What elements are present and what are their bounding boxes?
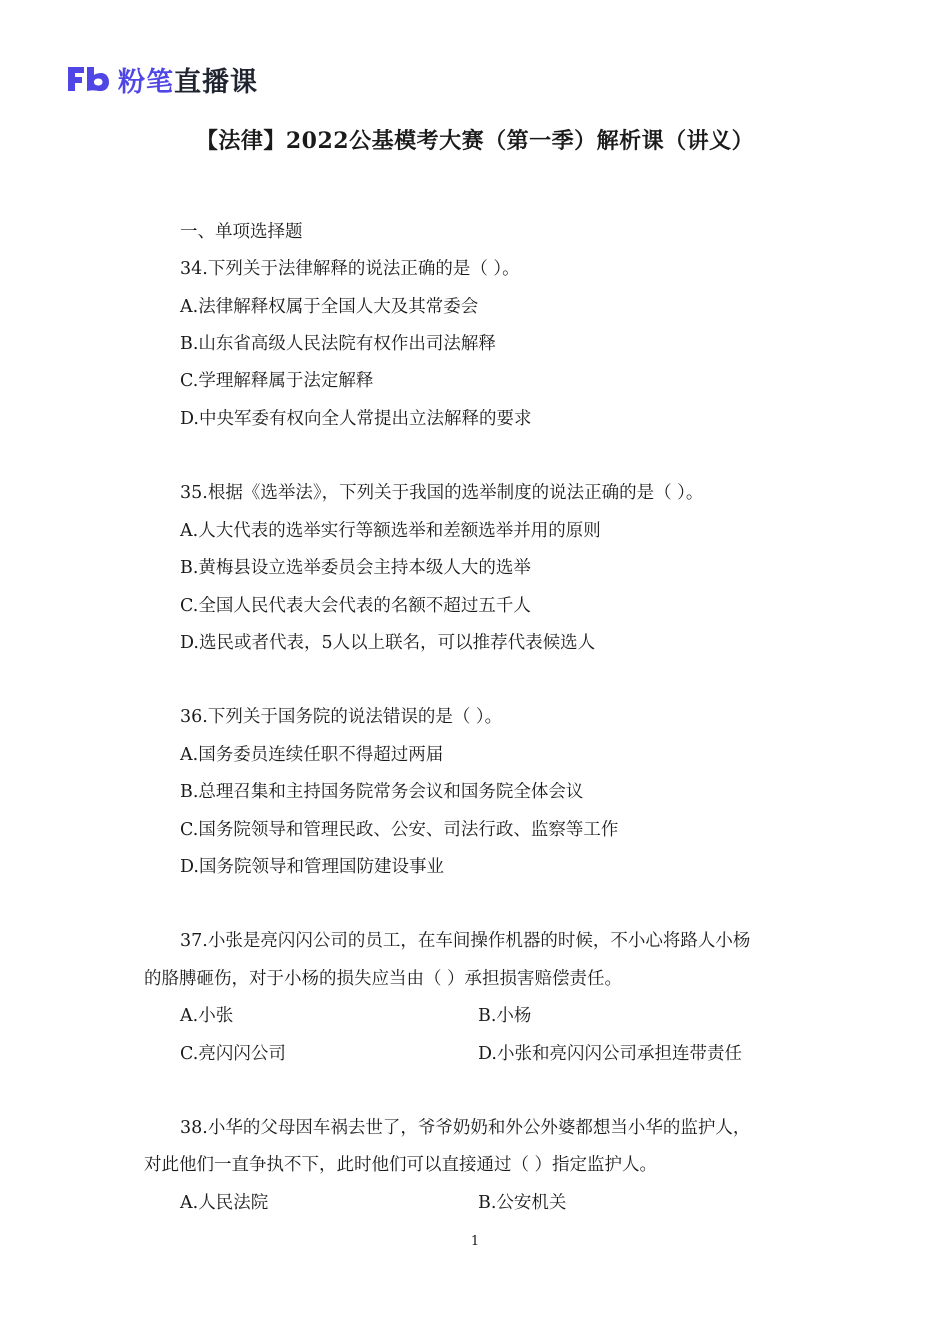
option-b: B.山东省高级人民法院有权作出司法解释	[180, 334, 496, 354]
option-a: A.法律解释权属于全国人大及其常委会	[180, 297, 479, 317]
document-title: 【法律】2022公基模考大赛（第一季）解析课（讲义）	[195, 128, 755, 154]
option-c: C.学理解释属于法定解释	[180, 371, 374, 391]
option-b: B.公安机关	[478, 1193, 567, 1213]
option-b: B.小杨	[478, 1006, 532, 1026]
page-number: 1	[470, 1234, 480, 1249]
option-c: C.亮闪闪公司	[180, 1044, 286, 1064]
question-stem: 37.小张是亮闪闪公司的员工，在车间操作机器的时候，不小心将路人小杨	[180, 931, 751, 951]
option-a: A.小张	[180, 1006, 234, 1026]
question-stem-continued: 的胳膊砸伤，对于小杨的损失应当由（ ）承担损害赔偿责任。	[144, 969, 623, 989]
option-d: D.小张和亮闪闪公司承担连带责任	[478, 1044, 742, 1064]
logo-brand-text: 粉笔	[118, 66, 174, 98]
option-d: D.国务院领导和管理国防建设事业	[180, 857, 444, 877]
option-a: A.国务委员连续任职不得超过两届	[180, 745, 444, 765]
option-d: D.中央军委有权向全人常提出立法解释的要求	[180, 409, 532, 429]
logo-suffix-text: 直播课	[174, 66, 258, 98]
fb-logo-icon	[66, 65, 110, 93]
option-a: A.人大代表的选举实行等额选举和差额选举并用的原则	[180, 521, 601, 541]
question-stem: 34.下列关于法律解释的说法正确的是（ ）。	[180, 259, 520, 279]
brand-logo	[66, 62, 258, 96]
option-a: A.人民法院	[180, 1193, 269, 1213]
question-stem: 38.小华的父母因车祸去世了，爷爷奶奶和外公外婆都想当小华的监护人，	[180, 1118, 751, 1138]
option-d: D.选民或者代表，5人以上联名，可以推荐代表候选人	[180, 633, 596, 653]
option-c: C.全国人民代表大会代表的名额不超过五千人	[180, 596, 531, 616]
option-b: B.总理召集和主持国务院常务会议和国务院全体会议	[180, 782, 584, 802]
option-c: C.国务院领导和管理民政、公安、司法行政、监察等工作	[180, 820, 619, 840]
question-stem-continued: 对此他们一直争执不下，此时他们可以直接通过（ ）指定监护人。	[144, 1155, 658, 1175]
question-stem: 35.根据《选举法》，下列关于我国的选举制度的说法正确的是（ ）。	[180, 483, 704, 503]
section-heading: 一、单项选择题	[180, 222, 303, 242]
question-stem: 36.下列关于国务院的说法错误的是（ ）。	[180, 707, 503, 727]
option-b: B.黄梅县设立选举委员会主持本级人大的选举	[180, 558, 531, 578]
